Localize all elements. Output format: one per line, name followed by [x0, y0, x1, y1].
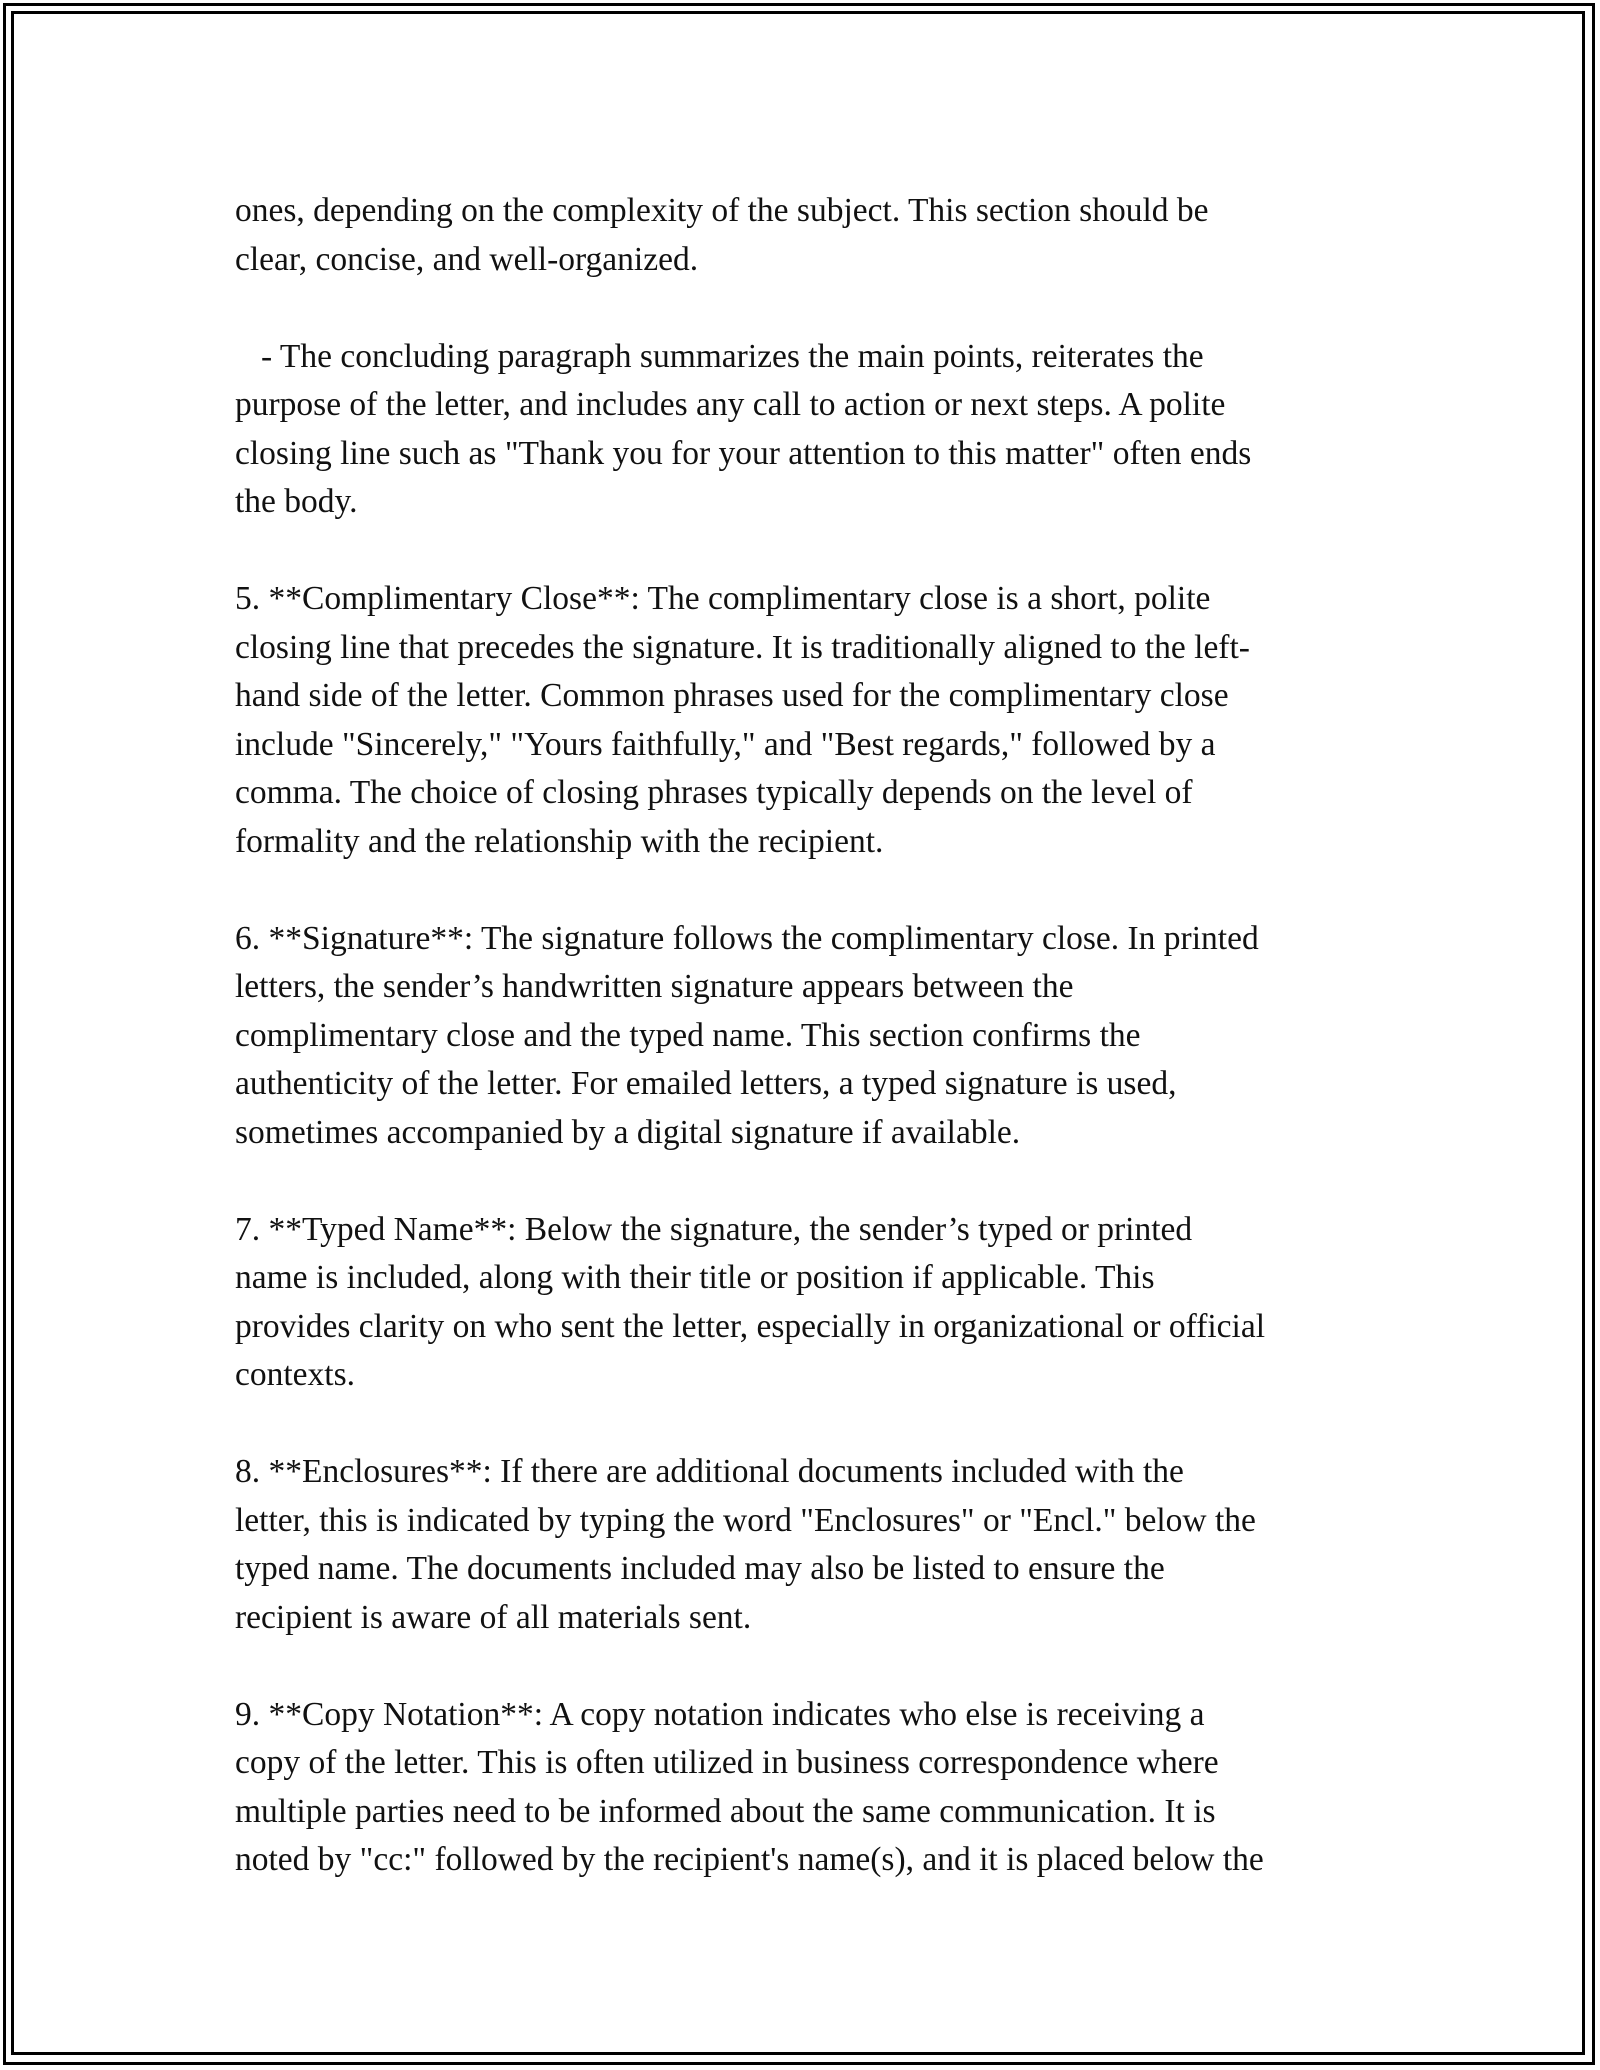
text-line: complimentary close and the typed name. This section confirms the [235, 1016, 1141, 1054]
text-line: 6. **Signature**: The signature follows the complimentary close. In printed [235, 919, 1259, 957]
text-line: copy of the letter. This is often utilized in business correspondence where [235, 1744, 1219, 1781]
text-line: letter, this is indicated by typing the word "Enclosures" or "Encl." below the [235, 1501, 1256, 1539]
text-line: name is included, along with their title or position if applicable. This [235, 1259, 1155, 1296]
text-line: letters, the sender’s handwritten signature appears between the [235, 968, 1074, 1005]
text-line: contexts. [235, 1356, 356, 1393]
paragraph-concluding-note [235, 333, 1375, 527]
text-line: include "Sincerely," "Yours faithfully," and "Best regards," followed by a [235, 725, 1216, 763]
paragraph-enclosures [235, 1448, 1375, 1642]
text-line: 9. **Copy Notation**: A copy notation indicates who else is receiving a [235, 1695, 1205, 1733]
paragraph-typed-name [235, 1206, 1375, 1400]
text-line: purpose of the letter, and includes any call to action or next steps. A polite [235, 386, 1226, 423]
document-body [235, 187, 1375, 1885]
paragraph-complimentary-close [235, 575, 1375, 866]
paragraph-body-continuation [235, 187, 1375, 284]
text-line: closing line that precedes the signature. It is traditionally aligned to the left- [235, 628, 1250, 666]
text-line: noted by "cc:" followed by the recipient's name(s), and it is placed below the [235, 1841, 1264, 1878]
text-line: hand side of the letter. Common phrases used for the complimentary close [235, 677, 1229, 714]
text-line: recipient is aware of all materials sent. [235, 1598, 752, 1636]
text-line: clear, concise, and well-organized. [235, 240, 699, 278]
text-line: the body. [235, 483, 358, 520]
paragraph-copy-notation [235, 1691, 1375, 1885]
text-line: authenticity of the letter. For emailed letters, a typed signature is used, [235, 1065, 1177, 1102]
text-line: sometimes accompanied by a digital signature if available. [235, 1113, 1021, 1151]
text-line: typed name. The documents included may also be listed to ensure the [235, 1550, 1165, 1587]
text-line: provides clarity on who sent the letter, especially in organizational or official [235, 1307, 1266, 1345]
text-line: comma. The choice of closing phrases typically depends on the level of [235, 774, 1193, 811]
text-line: multiple parties need to be informed about the same communication. It is [235, 1792, 1216, 1830]
text-line: 8. **Enclosures**: If there are additional documents included with the [235, 1453, 1184, 1490]
text-line: closing line such as "Thank you for your attention to this matter" often ends [235, 434, 1252, 472]
text-line: ones, depending on the complexity of the subject. This section should be [235, 192, 1209, 229]
paragraph-signature [235, 915, 1375, 1158]
text-line: 5. **Complimentary Close**: The complimentary close is a short, polite [235, 580, 1211, 617]
text-line: - The concluding paragraph summarizes the main points, reiterates the [261, 337, 1204, 375]
text-line: formality and the relationship with the recipient. [235, 822, 884, 860]
text-line: 7. **Typed Name**: Below the signature, the sender’s typed or printed [235, 1210, 1193, 1248]
